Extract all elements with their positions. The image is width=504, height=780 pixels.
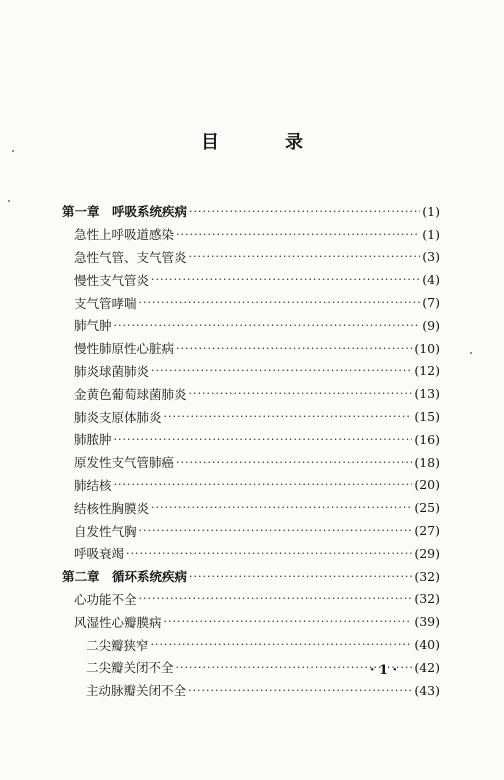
toc-entry-page: (16): [414, 431, 440, 447]
toc-entry-title: 慢性支气管炎: [74, 272, 150, 288]
toc-leader-dots: [151, 638, 413, 651]
toc-entry-page: (15): [414, 409, 440, 425]
toc-leader-dots: [189, 387, 413, 400]
toc-entry-page: (1): [422, 226, 440, 242]
toc-entry-title: 呼吸衰竭: [74, 546, 125, 562]
toc-leader-dots: [189, 250, 421, 263]
toc-entry-page: (25): [414, 500, 440, 516]
toc-leader-dots: [151, 501, 412, 514]
toc-entry-title: 肺脓肿: [74, 432, 112, 448]
toc-entry-title: 肺炎球菌肺炎: [74, 363, 150, 379]
toc-entry-page: (27): [414, 523, 440, 539]
toc-entry-title: 主动脉瓣关闭不全: [86, 683, 187, 699]
toc-leader-dots: [176, 228, 420, 241]
toc-leader-dots: [151, 364, 412, 377]
toc-entry-title: 结核性胸膜炎: [74, 500, 150, 516]
toc-entry-page: (43): [414, 682, 440, 698]
toc-entry-title: 第一章 呼吸系统疾病: [62, 204, 188, 220]
toc-entry-title: 慢性肺原性心脏病: [74, 341, 175, 357]
toc-leader-dots: [114, 319, 421, 332]
toc-leader-dots: [164, 410, 413, 423]
toc-entry-title: 急性气管、支气管炎: [74, 249, 187, 265]
page-title: 目 录: [201, 132, 327, 153]
toc-entry-page: (29): [414, 545, 440, 561]
toc-entry-title: 二尖瓣狭窄: [86, 637, 149, 653]
toc-entry-page: (40): [414, 637, 440, 653]
toc-entry-row: [62, 679, 440, 702]
toc-leader-dots: [151, 273, 420, 286]
scan-speck: [8, 200, 10, 202]
toc-entry-title: 风湿性心瓣膜病: [74, 614, 162, 630]
toc-chapter-row: [62, 200, 440, 223]
toc-leader-dots: [188, 684, 412, 697]
scan-speck: [12, 150, 14, 152]
table-of-contents: [62, 200, 440, 702]
toc-entry-row: [62, 542, 440, 565]
toc-entry-title: 第二章 循环系统疾病: [62, 569, 188, 585]
toc-entry-title: 支气管哮喘: [74, 295, 137, 311]
toc-leader-dots: [164, 615, 413, 628]
toc-leader-dots: [114, 433, 413, 446]
scan-speck: [470, 352, 472, 354]
toc-entry-title: 心功能不全: [74, 591, 137, 607]
toc-entry-page: (32): [414, 568, 440, 584]
toc-entry-title: 金黄色葡萄球菌肺炎: [74, 386, 187, 402]
toc-entry-page: (7): [422, 295, 440, 311]
toc-entry-page: (12): [414, 363, 440, 379]
toc-entry-page: (4): [422, 272, 440, 288]
toc-entry-title: 肺结核: [74, 477, 112, 493]
toc-entry-page: (10): [414, 340, 440, 356]
page-number: · 1 ·: [370, 663, 398, 678]
toc-entry-title: 肺炎支原体肺炎: [74, 409, 162, 425]
toc-entry-page: (42): [414, 659, 440, 675]
toc-entry-row: [62, 496, 440, 519]
toc-entry-page: (39): [414, 614, 440, 630]
toc-entry-page: (9): [422, 317, 440, 333]
toc-entry-row: [62, 405, 440, 428]
toc-entry-row: [62, 268, 440, 291]
toc-entry-row: [62, 246, 440, 269]
toc-entry-row: [62, 382, 440, 405]
toc-entry-title: 肺气肿: [74, 318, 112, 334]
toc-entry-row: [62, 291, 440, 314]
toc-entry-title: 原发性支气管肺癌: [74, 455, 175, 471]
toc-entry-title: 急性上呼吸道感染: [74, 227, 175, 243]
toc-entry-row: [62, 474, 440, 497]
toc-entry-page: (1): [422, 203, 440, 219]
toc-leader-dots: [189, 570, 412, 583]
toc-leader-dots: [139, 592, 413, 605]
toc-entry-title: 二尖瓣关闭不全: [86, 660, 174, 676]
toc-entry-row: [62, 337, 440, 360]
toc-entry-row: [62, 223, 440, 246]
toc-entry-page: (20): [414, 477, 440, 493]
toc-entry-page: (3): [422, 249, 440, 265]
toc-leader-dots: [114, 478, 413, 491]
toc-leader-dots: [126, 547, 412, 560]
toc-entry-row: [62, 428, 440, 451]
toc-leader-dots: [176, 456, 412, 469]
toc-entry-row: [62, 314, 440, 337]
toc-chapter-row: [62, 565, 440, 588]
toc-leader-dots: [189, 205, 420, 218]
toc-entry-page: (18): [414, 454, 440, 470]
toc-entry-row: [62, 451, 440, 474]
toc-entry-row: [62, 519, 440, 542]
toc-entry-row: [62, 588, 440, 611]
toc-entry-row: [62, 633, 440, 656]
toc-entry-row: [62, 360, 440, 383]
toc-leader-dots: [176, 342, 412, 355]
toc-entry-page: (32): [414, 591, 440, 607]
toc-entry-title: 自发性气胸: [74, 523, 137, 539]
toc-leader-dots: [139, 296, 421, 309]
toc-entry-row: [62, 610, 440, 633]
toc-entry-page: (13): [414, 386, 440, 402]
toc-leader-dots: [139, 524, 413, 537]
